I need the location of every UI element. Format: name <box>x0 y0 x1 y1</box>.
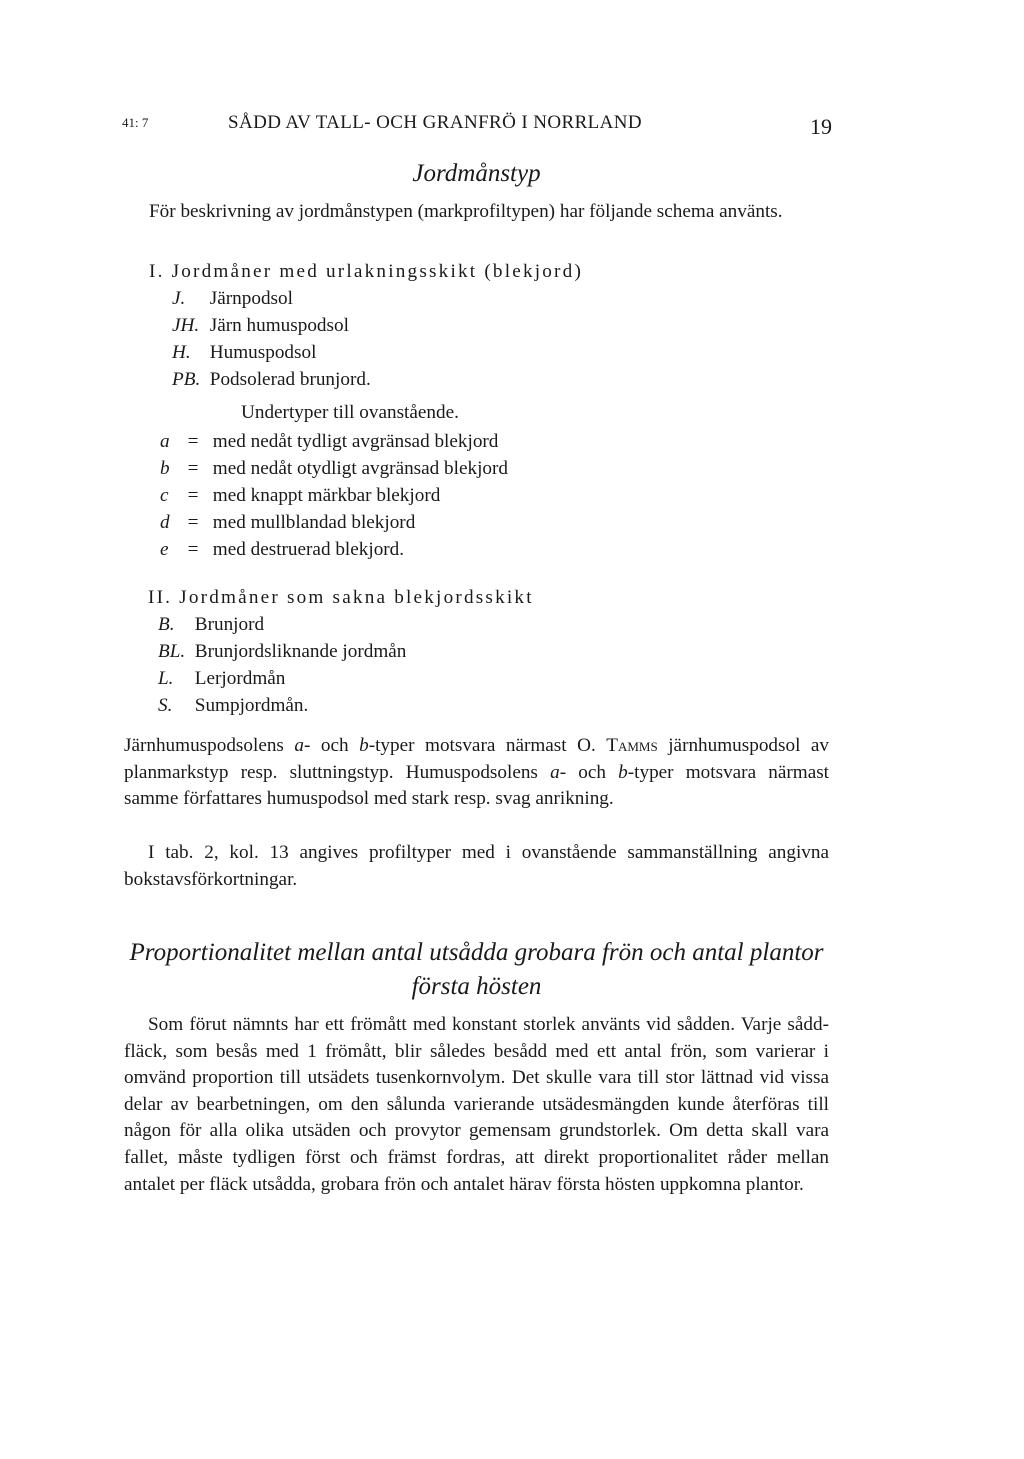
series-number: 41: 7 <box>122 115 149 130</box>
subtype-code: d <box>160 512 170 533</box>
list-item <box>172 339 371 366</box>
subtype-label: med mullblandad blekjord <box>212 512 416 533</box>
type-label: Humuspodsol <box>209 342 317 363</box>
subtype-code: b <box>160 458 170 479</box>
subtype-label: med destruerad blekjord. <box>212 539 405 560</box>
list-item <box>172 366 371 393</box>
list-item <box>160 536 508 563</box>
list-item <box>160 455 508 482</box>
type-code: B. <box>158 614 175 635</box>
subtype-label: med knappt märkbar blekjord <box>212 485 441 506</box>
type-label: Lerjordmån <box>194 668 286 689</box>
type-label: Järnpodsol <box>209 288 293 309</box>
list-item <box>160 428 508 455</box>
subtype-ref: b <box>618 761 628 783</box>
list-item <box>158 692 406 719</box>
subtype-code: e <box>160 539 169 560</box>
group-heading-1: I. Jordmåner med urlakningsskikt (blekjord) <box>149 261 584 282</box>
subtype-code: c <box>160 485 169 506</box>
text-run: - och <box>559 761 619 783</box>
subtype-label: med nedåt otydligt avgränsad blekjord <box>212 458 508 479</box>
subtype-label: med nedåt tydligt avgränsad blekjord <box>212 431 499 452</box>
type-label: Järn humuspodsol <box>209 315 349 336</box>
type-label: Podsolerad brunjord. <box>209 369 371 390</box>
subtype-ref: a <box>294 735 304 756</box>
running-head <box>122 112 832 139</box>
type-code: BL. <box>158 641 186 662</box>
intro-paragraph: För beskrivning av jordmånstypen (markprofiltypen) har följande schema använts. <box>149 201 783 222</box>
section-title-line: första hösten <box>411 973 542 1000</box>
body-paragraph: Som förut nämnts har ett frömått med konstant storlek använts vid sådden. Varje såddfläck, som besås med 1 frömått, blir således besådd med ett antal frön, som varierar i omvänd proportion till utsädets tusenkornvolym. Det skulle vara till stor lättnad vid vissa delar av bearbetningen, om den sålunda varierande utsädesmängden kunde återföras till någon för alla olika utsäden och provytor gemensam grundstorlek. Om detta skall vara fallet, måste tydligen först och främst fordras, att direkt proportionalitet råder mellan antalet per fläck utsådda, grobara frön och antalet härav första hösten uppkomna plantor. <box>124 1014 829 1195</box>
text-run: -typer motsvara närmast O. <box>368 735 607 756</box>
soil-type-list-1 <box>172 285 371 393</box>
list-item <box>158 638 406 665</box>
text-run: järnhumuspodsol av planmarkstyp resp. sluttningstyp. Humuspodsolens <box>124 735 830 783</box>
list-item <box>172 312 371 339</box>
page-number: 19 <box>810 114 832 139</box>
type-label: Brunjordsliknande jordmån <box>194 641 407 662</box>
type-code: J. <box>172 288 186 309</box>
author-name: Tamms <box>606 735 658 756</box>
list-item <box>160 509 508 536</box>
equals-sign: = <box>187 512 199 533</box>
type-code: JH. <box>172 315 200 336</box>
section-title-proportionalitet <box>124 936 829 1004</box>
list-item <box>160 482 508 509</box>
subtype-list <box>160 428 508 563</box>
text-run: Järnhumuspodsolens <box>124 735 295 756</box>
group-heading-2: II. Jordmåner som sakna blekjordsskikt <box>148 587 534 608</box>
list-item <box>158 611 406 638</box>
equals-sign: = <box>187 539 199 560</box>
type-label: Sumpjordmån. <box>194 695 309 716</box>
section-title-jordmanstyp: Jordmånstyp <box>412 160 541 187</box>
soil-type-list-2 <box>158 611 406 719</box>
equals-sign: = <box>187 458 199 479</box>
table-reference-paragraph: I tab. 2, kol. 13 angives profiltyper med i ovanstående sammanställning angivna bokstavsförkortningar. <box>124 842 829 890</box>
list-item <box>172 285 371 312</box>
subtype-ref: a <box>550 761 560 783</box>
subtypes-heading: Undertyper till ovanstående. <box>241 402 459 423</box>
type-code: L. <box>158 668 174 689</box>
section-title-line: Proportionalitet mellan antal utsådda grobara frön och antal plantor <box>129 939 824 966</box>
type-code: PB. <box>172 369 201 390</box>
type-code: H. <box>172 342 191 363</box>
list-item <box>158 665 406 692</box>
subtype-ref: b <box>359 735 369 756</box>
text-run: -typer motsvara närmast samme författares humuspodsol med stark resp. svag anrikning. <box>124 761 830 810</box>
type-code: S. <box>158 695 173 716</box>
equals-sign: = <box>187 485 199 506</box>
running-title: SÅDD AV TALL- OCH GRANFRÖ I NORRLAND <box>228 112 643 133</box>
equals-sign: = <box>187 431 199 452</box>
type-label: Brunjord <box>194 614 265 635</box>
text-run: - och <box>304 735 360 756</box>
tamm-comparison-paragraph <box>124 733 829 813</box>
subtype-code: a <box>160 431 170 452</box>
